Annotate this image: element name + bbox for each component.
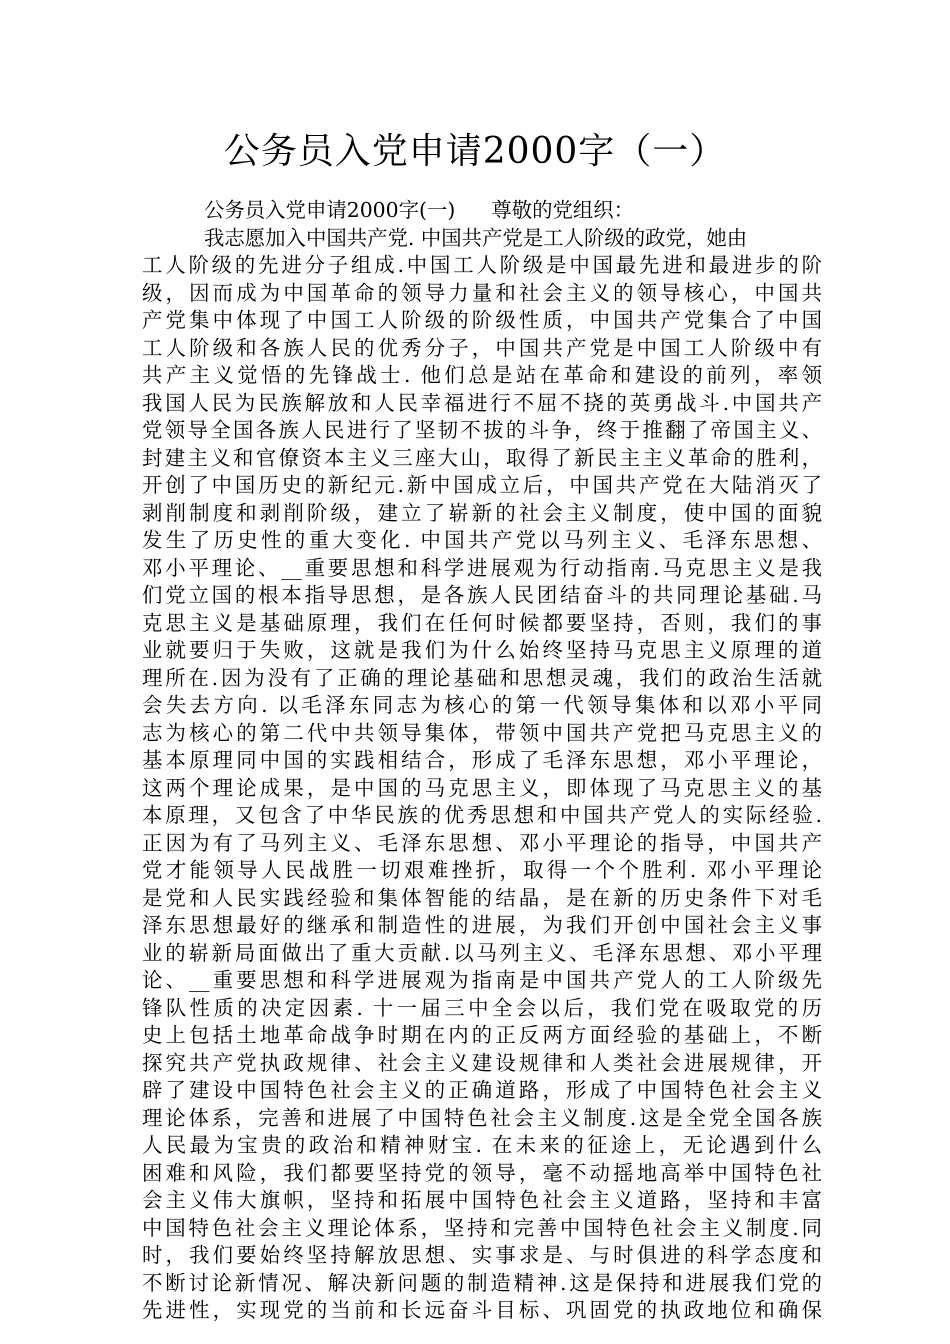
text-line: 理论体系，完善和进展了中国特色社会主义制度.这是全党全国各族 bbox=[142, 1105, 822, 1130]
text-line: 会失去方向. 以毛泽东同志为核心的第一代领导集体和以邓小平同 bbox=[142, 693, 822, 717]
text-line: 是党和人民实践经验和集体智能的结晶，是在新的历史条件下对毛 bbox=[142, 885, 822, 910]
text-line: 时，我们要始终坚持解放思想、实事求是、与时俱进的科学态度和 bbox=[142, 1243, 822, 1267]
text-line: 党才能领导人民战胜一切艰难挫折，取得一个个胜利. 邓小平理论 bbox=[142, 858, 822, 882]
text-line: 理所在.因为没有了正确的理论基础和思想灵魂，我们的政治生活就 bbox=[142, 665, 822, 690]
subtitle: 公务员入党申请2000字(一) bbox=[204, 198, 456, 222]
text-line: 中国特色社会主义理论体系，坚持和完善中国特色社会主义制度.同 bbox=[142, 1215, 822, 1240]
text-line: 产党集中体现了中国工人阶级的阶级性质，中国共产党集合了中国 bbox=[142, 308, 822, 332]
text-line: 困难和风险，我们都要坚持党的领导，毫不动摇地高举中国特色社 bbox=[142, 1160, 822, 1185]
text-line: 发生了历史性的重大变化. 中国共产党以马列主义、毛泽东思想、 bbox=[142, 528, 822, 552]
page-title: 公务员入党申请2000字（一） bbox=[223, 131, 727, 172]
text-line: 正因为有了马列主义、毛泽东思想、邓小平理论的指导，中国共产 bbox=[142, 830, 822, 855]
text-line: 业的崭新局面做出了重大贡献.以马列主义、毛泽东思想、邓小平理 bbox=[142, 940, 822, 965]
text-line: 辟了建设中国特色社会主义的正确道路，形成了中国特色社会主义 bbox=[142, 1078, 822, 1102]
text-line: 先进性，实现党的当前和长远奋斗目标、巩固党的执政地位和确保 bbox=[142, 1298, 822, 1322]
text-line: 克思主义是基础原理，我们在任何时候都要坚持，否则，我们的事 bbox=[142, 610, 822, 635]
text-line: 泽东思想最好的继承和制造性的进展，为我们开创中国社会主义事 bbox=[142, 913, 822, 937]
text-line: 级，因而成为中国革命的领导力量和社会主义的领导核心，中国共 bbox=[142, 280, 822, 305]
text-line: 们党立国的根本指导思想，是各族人民团结奋斗的共同理论基础.马 bbox=[142, 583, 822, 607]
text-line: 工人阶级和各族人民的优秀分子，中国共产党是中国工人阶级中有 bbox=[142, 335, 822, 360]
text-line: 剥削制度和剥削阶级，建立了崭新的社会主义制度，使中国的面貌 bbox=[142, 500, 822, 525]
text-line: 基本原理同中国的实践相结合，形成了毛泽东思想，邓小平理论， bbox=[142, 748, 822, 772]
text-line: 本原理，又包含了中华民族的优秀思想和中国共产党人的实际经验. bbox=[142, 803, 822, 827]
text-line: 锋队性质的决定因素. 十一届三中全会以后，我们党在吸取党的历 bbox=[142, 995, 822, 1020]
text-line: 业就要归于失败，这就是我们为什么始终坚持马克思主义原理的道 bbox=[142, 638, 822, 662]
text-line: 会主义伟大旗帜，坚持和拓展中国特色社会主义道路，坚持和丰富 bbox=[142, 1188, 822, 1212]
text-line: 志为核心的第二代中共领导集体，带领中国共产党把马克思主义的 bbox=[142, 720, 822, 745]
text-line: 史上包括土地革命战争时期在内的正反两方面经验的基础上，不断 bbox=[142, 1023, 822, 1047]
opening-line bbox=[142, 197, 822, 225]
text-line: 我志愿加入中国共产党. 中国共产党是工人阶级的政党，她由 bbox=[204, 225, 748, 250]
text-line: 党领导全国各族人民进行了坚韧不拔的斗争，终于推翻了帝国主义、 bbox=[142, 418, 822, 442]
text-line: 封建主义和官僚资本主义三座大山，取得了新民主主义革命的胜利， bbox=[142, 445, 822, 470]
text-line: 工人阶级的先进分子组成.中国工人阶级是中国最先进和最进步的阶 bbox=[142, 253, 822, 277]
text-line: 邓小平理论、__重要思想和科学进展观为行动指南.马克思主义是我 bbox=[142, 555, 822, 580]
body-text bbox=[142, 197, 822, 1325]
text-line: 论、__重要思想和科学进展观为指南是中国共产党人的工人阶级先 bbox=[142, 968, 822, 992]
text-line: 开创了中国历史的新纪元.新中国成立后，中国共产党在大陆消灭了 bbox=[142, 473, 822, 497]
text-line: 共产主义觉悟的先锋战士. 他们总是站在革命和建设的前列，率领 bbox=[142, 363, 822, 387]
text-line: 我国人民为民族解放和人民幸福进行不屈不挠的英勇战斗.中国共产 bbox=[142, 390, 822, 415]
text-line: 不断讨论新情况、解决新问题的制造精神.这是保持和进展我们党的 bbox=[142, 1270, 822, 1295]
text-line: 这两个理论成果，是中国的马克思主义，即体现了马克思主义的基 bbox=[142, 775, 822, 800]
salutation: 尊敬的党组织： bbox=[491, 198, 635, 222]
text-line: 探究共产党执政规律、社会主义建设规律和人类社会进展规律，开 bbox=[142, 1050, 822, 1075]
text-line: 人民最为宝贵的政治和精神财宝. 在未来的征途上，无论遇到什么 bbox=[142, 1133, 822, 1157]
paragraph bbox=[142, 225, 822, 1325]
